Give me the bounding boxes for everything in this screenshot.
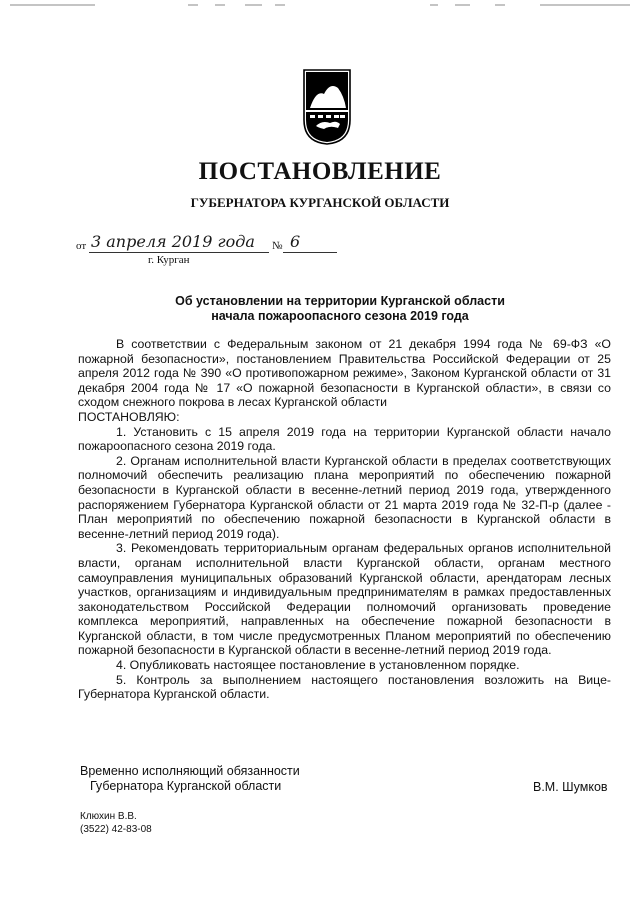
document-body [78, 337, 611, 702]
document-title: ПОСТАНОВЛЕНИЕ [198, 158, 442, 185]
item-3: 3. Рекомендовать территориальным органам федеральных органов исполнительной власти, органам исполнительной власти Курганской области, органам местного самоуправления муниципальных образований Курганской области, арендаторам лесных участков, организациям и индивидуальным предпринимателям в рамках предоставленных законодательством Российской Федерации полномочий организовать проведение комплекса мероприятий, направленных на обеспечение пожарной безопасности в Курганской области, в том числе предусмотренных Планом мероприятий по обеспечению пожарной безопасности в Курганской области в весенне-летний период 2019 года. [78, 541, 611, 658]
signatory-name: В.М. Шумков [533, 780, 608, 794]
item-4: 4. Опубликовать настоящее постановление в установленном порядке. [116, 658, 520, 673]
executor-phone: (3522) 42-83-08 [80, 824, 152, 835]
executor-info [80, 810, 152, 836]
date-prefix: от [76, 240, 87, 252]
decree-word: ПОСТАНОВЛЯЮ: [78, 409, 180, 424]
number-underline [283, 252, 337, 253]
heading-line-2: начала пожароопасного сезона 2019 года [211, 309, 469, 323]
scan-edge-marks [0, 0, 640, 8]
document-heading [100, 294, 580, 324]
heading-line-1: Об установлении на территории Курганской области [175, 294, 505, 308]
position-line-2: Губернатора Курганской области [90, 779, 282, 793]
place: г. Курган [148, 254, 190, 266]
date-underline [89, 252, 269, 253]
item-5: 5. Контроль за выполнением настоящего постановления возложить на Вице-Губернатора Курганской области. [78, 672, 611, 702]
kurgan-oblast-coat-of-arms-icon [302, 68, 352, 146]
item-2: 2. Органам исполнительной власти Курганской области в пределах соответствующих полномочий обеспечить реализацию плана мероприятий по обеспечению пожарной безопасности в Курганской области в весенне-летний период 2019 года, утвержденного распоряжением Губернатора Курганской области от 21 марта 2019 года № 32-П-р (далее - План мероприятий по обеспечению пожарной безопасности в Курганской области в весенне-летний период 2019 года). [78, 453, 611, 541]
handwritten-date: 3 апреля 2019 года [91, 232, 255, 251]
position-line-1: Временно исполняющий обязанности [80, 764, 300, 778]
number-prefix: № [272, 240, 283, 252]
signatory-position [80, 764, 300, 794]
executor-name: Клюхин В.В. [80, 811, 137, 822]
preamble-paragraph: В соответствии с Федеральным законом от 21 декабря 1994 года № 69-ФЗ «О пожарной безопасности», постановлением Правительства Российской Федерации от 25 апреля 2012 года № 390 «О противопожарном режиме», Законом Курганской области от 31 декабря 2004 года № 17 «О пожарной безопасности в Курганской области», в связи со сходом снежного покрова в лесах Курганской области [78, 337, 611, 410]
date-number-row [76, 234, 356, 274]
item-1: 1. Установить с 15 апреля 2019 года на территории Курганской области начало пожароопасного сезона 2019 года. [78, 424, 611, 454]
handwritten-number: 6 [290, 232, 301, 251]
document-issuer: ГУБЕРНАТОРА КУРГАНСКОЙ ОБЛАСТИ [190, 195, 450, 210]
